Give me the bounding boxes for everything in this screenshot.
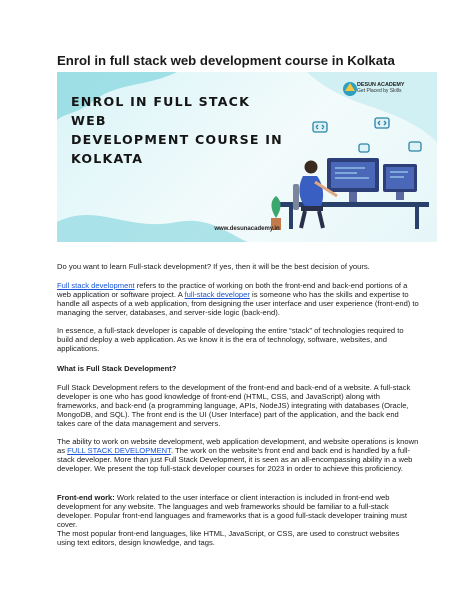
- section-heading: What is Full Stack Development?: [57, 364, 177, 373]
- course-banner-image: [57, 72, 437, 242]
- monitor-screens: [327, 158, 417, 202]
- developer-illustration: [57, 72, 437, 242]
- full-stack-development-caps-link[interactable]: FULL STACK DEVELOPMENT: [67, 446, 171, 456]
- ability-paragraph: [57, 437, 419, 473]
- full-stack-developer-link[interactable]: full-stack developer: [184, 290, 250, 300]
- banner-headline-line-2: DEVELOPMENT COURSE IN: [71, 132, 283, 147]
- definition-text-1: refers to the practice of working on both the front-end and back-end portions of a web application or software project. A: [57, 281, 408, 300]
- front-end-text: Work related to the user interface or client interaction is included in front-end web development for any website. The languages and web frameworks should be familiar to a full-stack developer. Popular front-end languages and frameworks that is a good full-stack developer training must cover.: [57, 493, 407, 530]
- essence-paragraph: In essence, a full-stack developer is capable of developing the entire “stack” of technologies required to build and deploy a web application. As we know it is the era of technology, software, websites, and applications.: [57, 326, 404, 354]
- definition-paragraph: [57, 281, 419, 317]
- brand-tagline: Get Placed by Skills: [357, 88, 402, 94]
- brand-logo-text: [357, 82, 432, 94]
- plant-decoration: [271, 196, 281, 230]
- definition-text-2: is someone who has the skills and expertise to handle all aspects of a web application, from designing the user interface and user experience (front-end) to managing the server, databases, and server-side logic (back-end).: [57, 290, 419, 318]
- chair: [293, 184, 299, 210]
- full-stack-development-link[interactable]: Full stack development: [57, 281, 135, 290]
- front-end-label: Front-end work:: [57, 493, 115, 502]
- banner-headline-line-3: KOLKATA: [71, 151, 144, 166]
- overview-paragraph: Full Stack Development refers to the development of the front-end and back-end of a website. A full-stack developer is one who has good knowledge of front-end (HTML, CSS, and JavaScript) along with frameworks, and back-end (a programming language, APIs, NodeJS) integrating with databases (Oracle, MongoDB, and SQL). The front end is the UI (User Interface) part of the application, and the back end takes care of the data management and servers.: [57, 383, 411, 429]
- ability-text-2: . The work on the website’s front end and back end is handled by a full-stack developer. More than just Full Stack Development, it is seen as an all-encompassing ability in a web developer. We present the top full-stack developer courses for 2023 in order to achieve this proficiency.: [57, 446, 413, 474]
- front-end-languages-text: The most popular front-end languages, like HTML, JavaScript, or CSS, are used to construct websites using text editors, design knowledge, and tags.: [57, 529, 400, 548]
- ability-text-1: The ability to work on website development, web application development, and website operations is known as: [57, 437, 419, 456]
- brand-name: DESUN ACADEMY: [357, 82, 405, 88]
- desun-logo-icon: [343, 82, 357, 96]
- banner-url: www.desunacademy.in: [214, 226, 280, 232]
- banner-headline-line-1: ENROL IN FULL STACK WEB: [71, 94, 251, 128]
- front-end-paragraph: [57, 493, 419, 548]
- intro-paragraph: Do you want to learn Full-stack development? If yes, then it will be the best decision of yours.: [57, 262, 370, 271]
- page-title: Enrol in full stack web development course in Kolkata: [57, 53, 395, 68]
